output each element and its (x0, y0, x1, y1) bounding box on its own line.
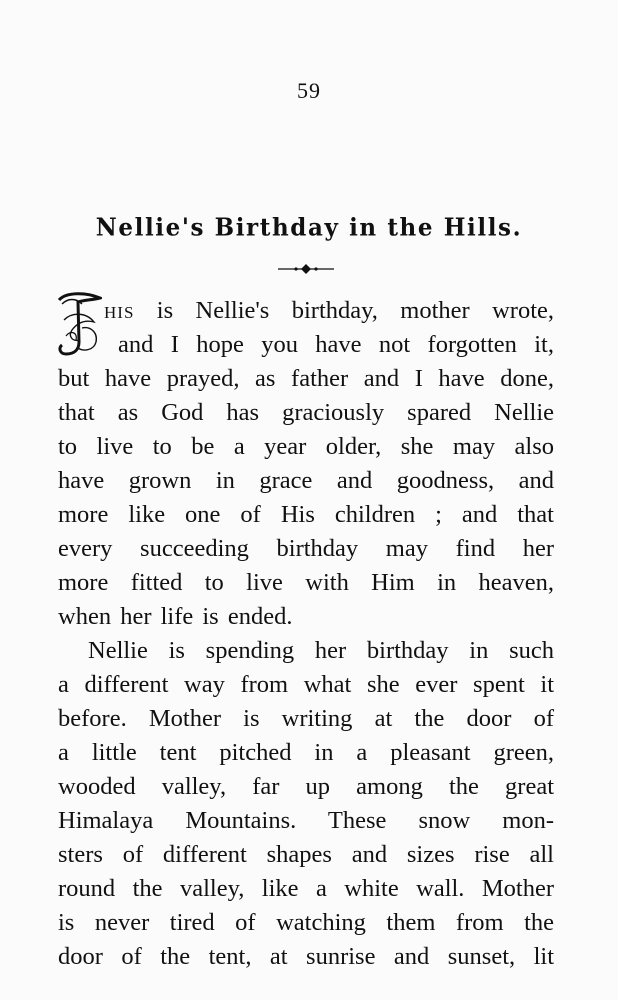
title-ornament (276, 262, 336, 276)
text-line-15: wooded valley, far up among the great (58, 773, 554, 800)
text-line-12: a different way from what she ever spent it (58, 671, 554, 698)
text-line-5: to live to be a year older, she may also (58, 433, 554, 460)
text-line-11: Nellie is spending her birthday in such (88, 637, 554, 664)
text-line-19: is never tired of watching them from the (58, 909, 554, 936)
text-line-10: when her life is ended. (58, 603, 293, 630)
text-line-8: every succeeding birthday may find her (58, 535, 554, 562)
chapter-title: Nellie's Birthday in the Hills. (95, 213, 523, 242)
text-line-14: a little tent pitched in a pleasant green, (58, 739, 554, 766)
text-line-17: sters of different shapes and sizes rise all (58, 841, 554, 868)
lead-word: HIS (104, 303, 135, 322)
text-line-6: have grown in grace and goodness, and (58, 467, 554, 494)
text-line-2: and I hope you have not forgotten it, (118, 331, 554, 358)
text-line-1: HIS is Nellie's birthday, mother wrote, (104, 297, 554, 324)
text-line-18: round the valley, like a white wall. Mother (58, 875, 554, 902)
page-number: 59 (297, 78, 321, 103)
text-line-9: more fitted to live with Him in heaven, (58, 569, 554, 596)
text-line-16: Himalaya Mountains. These snow mon- (58, 807, 554, 834)
text-line-3: but have prayed, as father and I have done, (58, 365, 554, 392)
text-line-20: door of the tent, at sunrise and sunset, lit (58, 943, 554, 970)
drop-cap-letter (70, 339, 71, 340)
decorative-drop-cap (56, 290, 102, 358)
text-line-4: that as God has graciously spared Nellie (58, 399, 554, 426)
text-line-7: more like one of His children ; and that (58, 501, 554, 528)
text-line-13: before. Mother is writing at the door of (58, 705, 554, 732)
